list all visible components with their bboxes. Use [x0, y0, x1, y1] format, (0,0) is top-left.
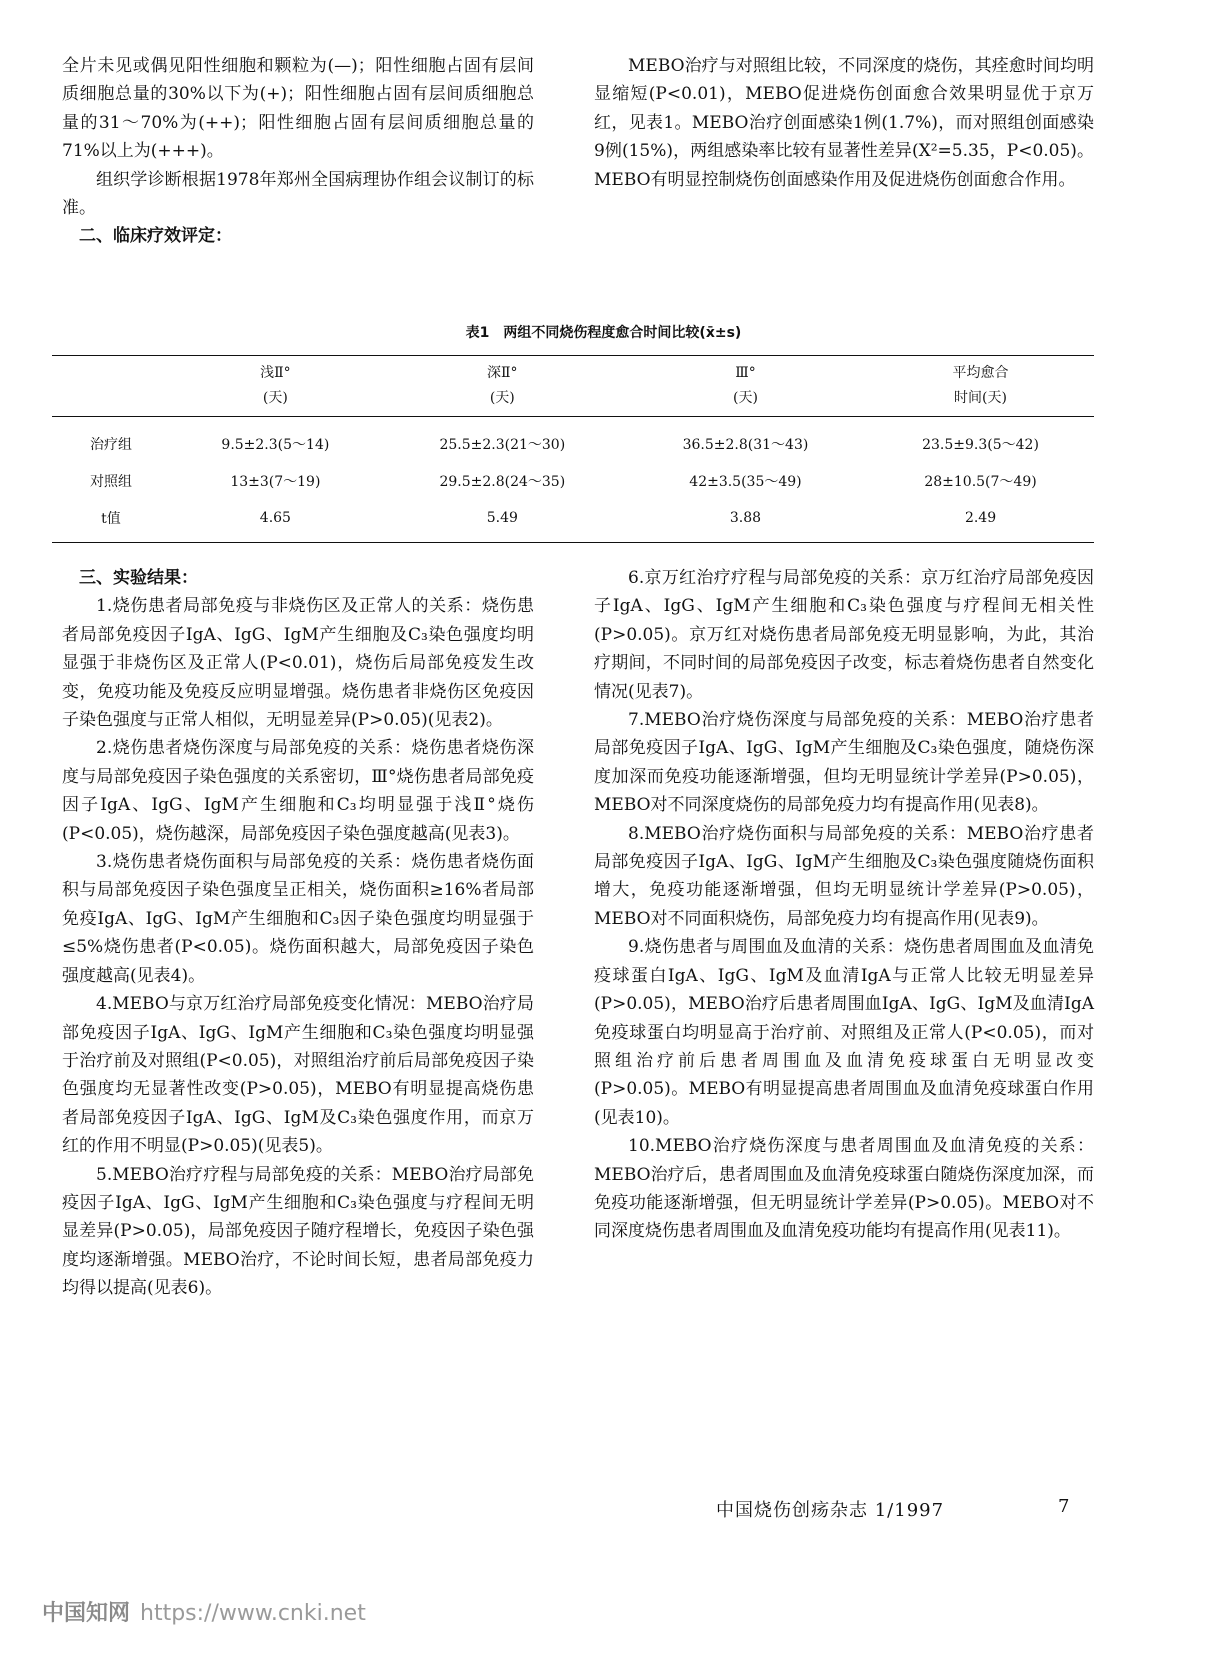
table-cell: 28±10.5(7～49) — [924, 473, 1037, 490]
bottom-right-column — [594, 564, 1094, 1246]
bottom-left-column — [62, 564, 534, 1303]
table-cell: 25.5±2.3(21～30) — [439, 436, 566, 453]
paragraph-result-6: 6.京万红治疗疗程与局部免疫的关系：京万红治疗局部免疫因子IgA、IgG、IgM产生细胞和C₃染色强度与疗程间无相关性(P>0.05)。京万红对烧伤患者局部免疫无明显影响，为此，其治疗期间，不同时间的局部免疫因子改变，标志着烧伤患者自然变化情况(见表7)。 — [594, 568, 1094, 702]
healing-time-table — [52, 355, 1094, 543]
paragraph-mebo-comparison: MEBO治疗与对照组比较，不同深度的烧伤，其痊愈时间均明显缩短(P<0.01)，MEBO促进烧伤创面愈合效果明显优于京万红，见表1。MEBO治疗创面感染1例(1.7%)，而对照组创面感染9例(15%)，两组感染率比较有显著性差异(X²=5.35，P<0.05)。MEBO有明显控制烧伤创面感染作用及促进烧伤创面愈合作用。 — [594, 56, 1094, 190]
paragraph-grading-criteria: 全片未见或偶见阳性细胞和颗粒为(—)；阳性细胞占固有层间质细胞总量的30%以下为(+)；阳性细胞占固有层间质细胞总量的31～70%为(++)；阳性细胞占固有层间质细胞总量的71%以上为(+++)。 — [62, 56, 534, 162]
paragraph-result-2: 2.烧伤患者烧伤深度与局部免疫的关系：烧伤患者烧伤深度与局部免疫因子染色强度的关系密切，Ⅲ°烧伤患者局部免疫因子IgA、IgG、IgM产生细胞和C₃均明显强于浅Ⅱ°烧伤(P<0.05)，烧伤越深，局部免疫因子染色强度越高(见表3)。 — [62, 738, 534, 844]
table-cell: 9.5±2.3(5～14) — [221, 436, 330, 453]
paragraph-result-7: 7.MEBO治疗烧伤深度与局部免疫的关系：MEBO治疗患者局部免疫因子IgA、IgG、IgM产生细胞及C₃染色强度，随烧伤深度加深而免疫功能逐渐增强，但均无明显统计学差异(P>0.05)，MEBO对不同深度烧伤的局部免疫力均有提高作用(见表8)。 — [594, 710, 1094, 816]
table-cell: 4.65 — [259, 509, 291, 526]
table-cell: 3.88 — [729, 509, 762, 526]
table-cell: 5.49 — [486, 509, 518, 526]
table-row-label: 对照组 — [90, 473, 132, 490]
table-caption-number: 表1 — [465, 325, 490, 341]
table-row-label: t值 — [101, 510, 121, 527]
page-number: 7 — [1058, 1496, 1070, 1517]
table-cell: 29.5±2.8(24～35) — [439, 473, 566, 490]
paragraph-result-8: 8.MEBO治疗烧伤面积与局部免疫的关系：MEBO治疗患者局部免疫因子IgA、IgG、IgM产生细胞及C₃染色强度随烧伤面积增大，免疫功能逐渐增强，但均无明显统计学差异(P>0.05)，MEBO对不同面积烧伤，局部免疫力均有提高作用(见表9)。 — [594, 823, 1094, 929]
table-header-cell: Ⅲ° (天) — [733, 365, 758, 406]
table-cell: 36.5±2.8(31～43) — [682, 436, 809, 453]
top-left-column — [62, 52, 534, 251]
table-header-cell: 浅Ⅱ° (天) — [260, 365, 291, 406]
journal-footer: 中国烧伤创疡杂志 1/1997 — [716, 1500, 945, 1521]
table-row — [52, 417, 1094, 463]
table-row — [52, 462, 1094, 499]
paragraph-diagnosis-standard: 组织学诊断根据1978年郑州全国病理协作组会议制订的标准。 — [62, 169, 534, 219]
table-cell: 23.5±9.3(5～42) — [922, 436, 1039, 453]
paragraph-result-10: 10.MEBO治疗烧伤深度与患者周围血及血清免疫的关系：MEBO治疗后，患者周围血及血清免疫球蛋白随烧伤深度加深，而免疫功能逐渐增强，但无明显统计学差异(P>0.05)。MEBO对不同深度烧伤患者周围血及血清免疫功能均有提高作用(见表11)。 — [594, 1136, 1094, 1242]
table-header-cell: 深Ⅱ° (天) — [487, 365, 518, 406]
paragraph-result-5: 5.MEBO治疗疗程与局部免疫的关系：MEBO治疗局部免疫因子IgA、IgG、IgM产生细胞和C₃染色强度与疗程间无明显差异(P>0.05)，局部免疫因子随疗程增长，免疫因子染色强度均逐渐增强。MEBO治疗，不论时间长短，患者局部免疫力均得以提高(见表6)。 — [62, 1164, 534, 1299]
table-header-empty — [52, 356, 170, 417]
table-row-label: 治疗组 — [90, 436, 132, 453]
cnki-url: https://www.cnki.net — [140, 1601, 366, 1626]
section-heading-clinical-evaluation: 二、临床疗效评定： — [79, 226, 232, 247]
paragraph-result-3: 3.烧伤患者烧伤面积与局部免疫的关系：烧伤患者烧伤面积与局部免疫因子染色强度呈正相关，烧伤面积≥16%者局部免疫IgA、IgG、IgM产生细胞和C₃因子染色强度均明显强于≤5%烧伤患者(P<0.05)。烧伤面积越大，局部免疫因子染色强度越高(见表4)。 — [62, 852, 534, 986]
table-caption-text: 两组不同烧伤程度愈合时间比较(x̄±s) — [503, 325, 742, 341]
cnki-brand: 中国知网 — [42, 1601, 131, 1626]
table-cell: 13±3(7～19) — [230, 473, 321, 490]
table-header-row — [52, 356, 1094, 417]
paragraph-result-1: 1.烧伤患者局部免疫与非烧伤区及正常人的关系：烧伤患者局部免疫因子IgA、IgG、IgM产生细胞及C₃染色强度均明显强于非烧伤区及正常人(P<0.01)，烧伤后局部免疫发生改变，免疫功能及免疫反应明显增强。烧伤患者非烧伤区免疫因子染色强度与正常人相似，无明显差异(P>0.05)(见表2)。 — [62, 596, 534, 731]
table-header-cell: 平均愈合 时间(天) — [952, 365, 1009, 406]
table-row — [52, 499, 1094, 543]
section-heading-results: 三、实验结果： — [79, 568, 198, 588]
table-caption — [0, 322, 1207, 342]
top-right-column — [594, 52, 1094, 194]
cnki-watermark — [42, 1596, 366, 1627]
table-cell: 2.49 — [964, 509, 997, 526]
paragraph-result-9: 9.烧伤患者与周围血及血清的关系：烧伤患者周围血及血清免疫球蛋白IgA、IgG、IgM及血清IgA与正常人比较无明显差异(P>0.05)，MEBO治疗后患者周围血IgA、IgG、IgM及血清IgA免疫球蛋白均明显高于治疗前、对照组及正常人(P<0.05)，而对照组治疗前后患者周围血及血清免疫球蛋白无明显改变(P>0.05)。MEBO有明显提高患者周围血及血清免疫球蛋白作用(见表10)。 — [594, 937, 1094, 1128]
paragraph-result-4: 4.MEBO与京万红治疗局部免疫变化情况：MEBO治疗局部免疫因子IgA、IgG、IgM产生细胞和C₃染色强度均明显强于治疗前及对照组(P<0.05)，对照组治疗前后局部免疫因子染色强度均无显著性改变(P>0.05)，MEBO有明显提高烧伤患者局部免疫因子IgA、IgG、IgM及C₃染色强度作用，而京万红的作用不明显(P>0.05)(见表5)。 — [62, 994, 534, 1157]
table-cell: 42±3.5(35～49) — [689, 473, 802, 490]
